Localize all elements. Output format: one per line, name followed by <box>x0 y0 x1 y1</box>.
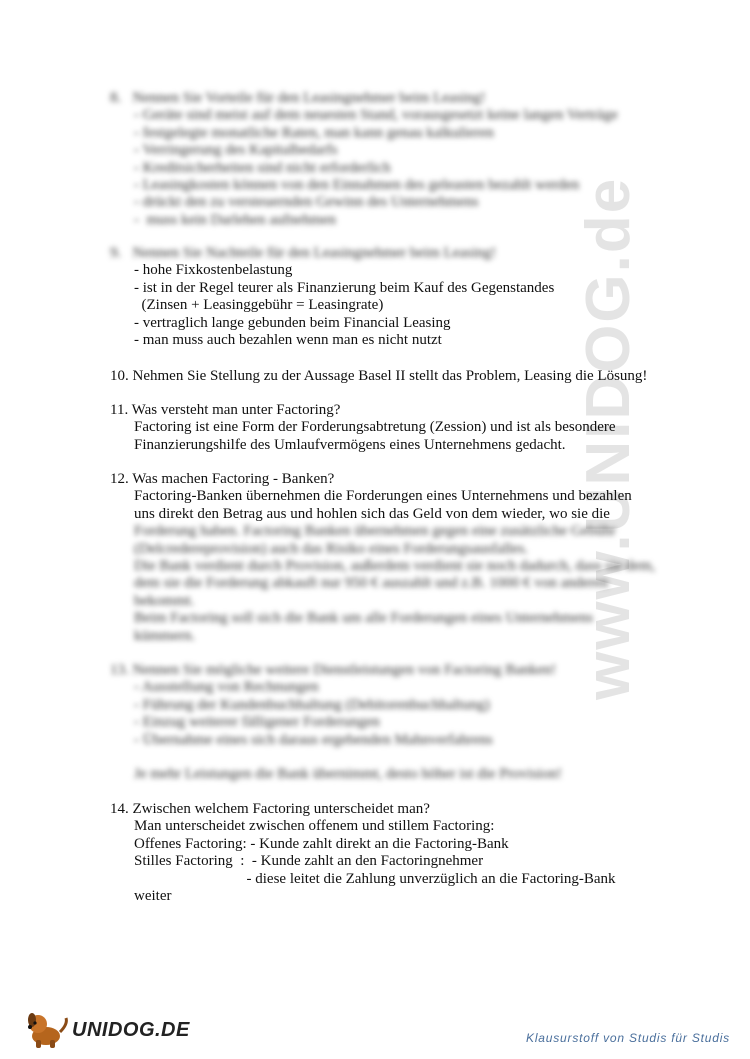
footer-tagline: Klausurstoff von Studis für Studis <box>526 1031 730 1045</box>
answer-line: Forderung haben. Factoring Banken übernehmen gegen eine zusätzliche Gebühr <box>134 523 616 540</box>
list-item: - Kreditsicherheiten sind nicht erforderlich <box>134 159 391 176</box>
question-11 <box>110 402 670 454</box>
list-item: - ist in der Regel teurer als Finanzierung beim Kauf des Gegenstandes <box>134 279 555 296</box>
question-9 <box>110 245 670 349</box>
question-8 <box>110 90 670 229</box>
answer-line: Stilles Factoring : - Kunde zahlt an den Factoringnehmer <box>134 853 484 870</box>
answer-line: Beim Factoring soll sich die Bank um alle Forderungen eines Unternehmens <box>134 610 594 627</box>
list-item: - Führung der Kundenbuchhaltung (Debitorenbuchhaltung) <box>134 696 490 713</box>
answer-line: Offenes Factoring: - Kunde zahlt direkt an die Factoring-Bank <box>134 835 509 852</box>
watermark: www.UNIDOG.de <box>574 176 643 700</box>
list-item: - Leasingkosten können von den Einnahmen des geleasten bezahlt werden <box>134 177 580 194</box>
question-heading: 11. Was versteht man unter Factoring? <box>110 402 341 418</box>
question-12 <box>110 471 670 645</box>
answer-line: Man unterscheidet zwischen offenem und stillem Factoring: <box>134 818 495 835</box>
logo-text: UNIDOG.DE <box>72 1019 190 1041</box>
answer-line: bekommt. <box>134 592 195 609</box>
answer-line: (Delcredereprovision) auch das Risiko eines Forderungsausfalles. <box>134 540 529 557</box>
list-item: - festgelegte monatliche Raten, man kann genau kalkulieren <box>134 124 494 141</box>
list-item: - Ausstellung von Rechnungen <box>134 679 319 696</box>
answer-line: - diese leitet die Zahlung unverzüglich an die Factoring-Bank <box>134 870 616 887</box>
answer-line: Die Bank verdient durch Provision, außerdem verdient sie noch dadurch, dass sie dem, <box>134 558 656 575</box>
dog-icon <box>24 1010 74 1050</box>
question-13 <box>110 662 670 783</box>
list-item: - man muss auch bezahlen wenn man es nicht nutzt <box>134 332 442 349</box>
answer-line: weiter <box>134 888 172 905</box>
question-heading: 13. Nennen Sie mögliche weitere Dienstleistungen von Factoring Banken! <box>110 662 557 678</box>
list-item: (Zinsen + Leasinggebühr = Leasingrate) <box>134 297 384 314</box>
list-item: - Einzug weiterer fälligener Forderungen <box>134 714 380 731</box>
list-item: - Verringerung des Kapitalbedarfs <box>134 142 338 159</box>
unidog-logo[interactable] <box>24 1010 190 1050</box>
answer-line: Finanzierungshilfe des Umlaufvermögens eines Unternehmens gedacht. <box>134 436 566 453</box>
question-heading: 12. Was machen Factoring - Banken? <box>110 471 335 487</box>
question-heading: 8. Nennen Sie Vorteile für den Leasingnehmer beim Leasing! <box>110 90 486 106</box>
question-10 <box>110 368 710 385</box>
question-heading: 14. Zwischen welchem Factoring unterscheidet man? <box>110 801 430 817</box>
question-14 <box>110 801 690 905</box>
list-item: - drückt den zu versteuernden Gewinn des Unternehmens <box>134 194 479 211</box>
list-item: - vertraglich lange gebunden beim Financial Leasing <box>134 314 451 331</box>
note: Je mehr Leistungen die Bank übernimmt, desto höher ist die Provision! <box>134 766 562 783</box>
list-item: - hohe Fixkostenbelastung <box>134 262 293 279</box>
question-heading: 10. Nehmen Sie Stellung zu der Aussage Basel II stellt das Problem, Leasing die Lösung! <box>110 368 648 384</box>
list-item: - Übernahme eines sich daraus ergebenden Mahnverfahrens <box>134 731 493 748</box>
answer-line: Factoring ist eine Form der Forderungsabtretung (Zession) und ist als besondere <box>134 419 616 436</box>
answer-line: Factoring-Banken übernehmen die Forderungen eines Unternehmens und bezahlen <box>134 488 632 505</box>
answer-line: uns direkt den Betrag aus und hohlen sich das Geld von dem wieder, wo sie die <box>134 505 610 522</box>
list-item: - muss kein Darlehen aufnehmen <box>134 211 337 228</box>
answer-line: kümmern. <box>134 627 196 644</box>
list-item: - Geräte sind meist auf dem neuesten Stand, vorausgesetzt keine langen Verträge <box>134 107 618 124</box>
answer-line: dem sie die Forderung abkauft nur 950 € auszahlt und z.B. 1000 € von anderen <box>134 575 609 592</box>
question-heading: 9. Nennen Sie Nachteile für den Leasingnehmer beim Leasing! <box>110 245 497 261</box>
